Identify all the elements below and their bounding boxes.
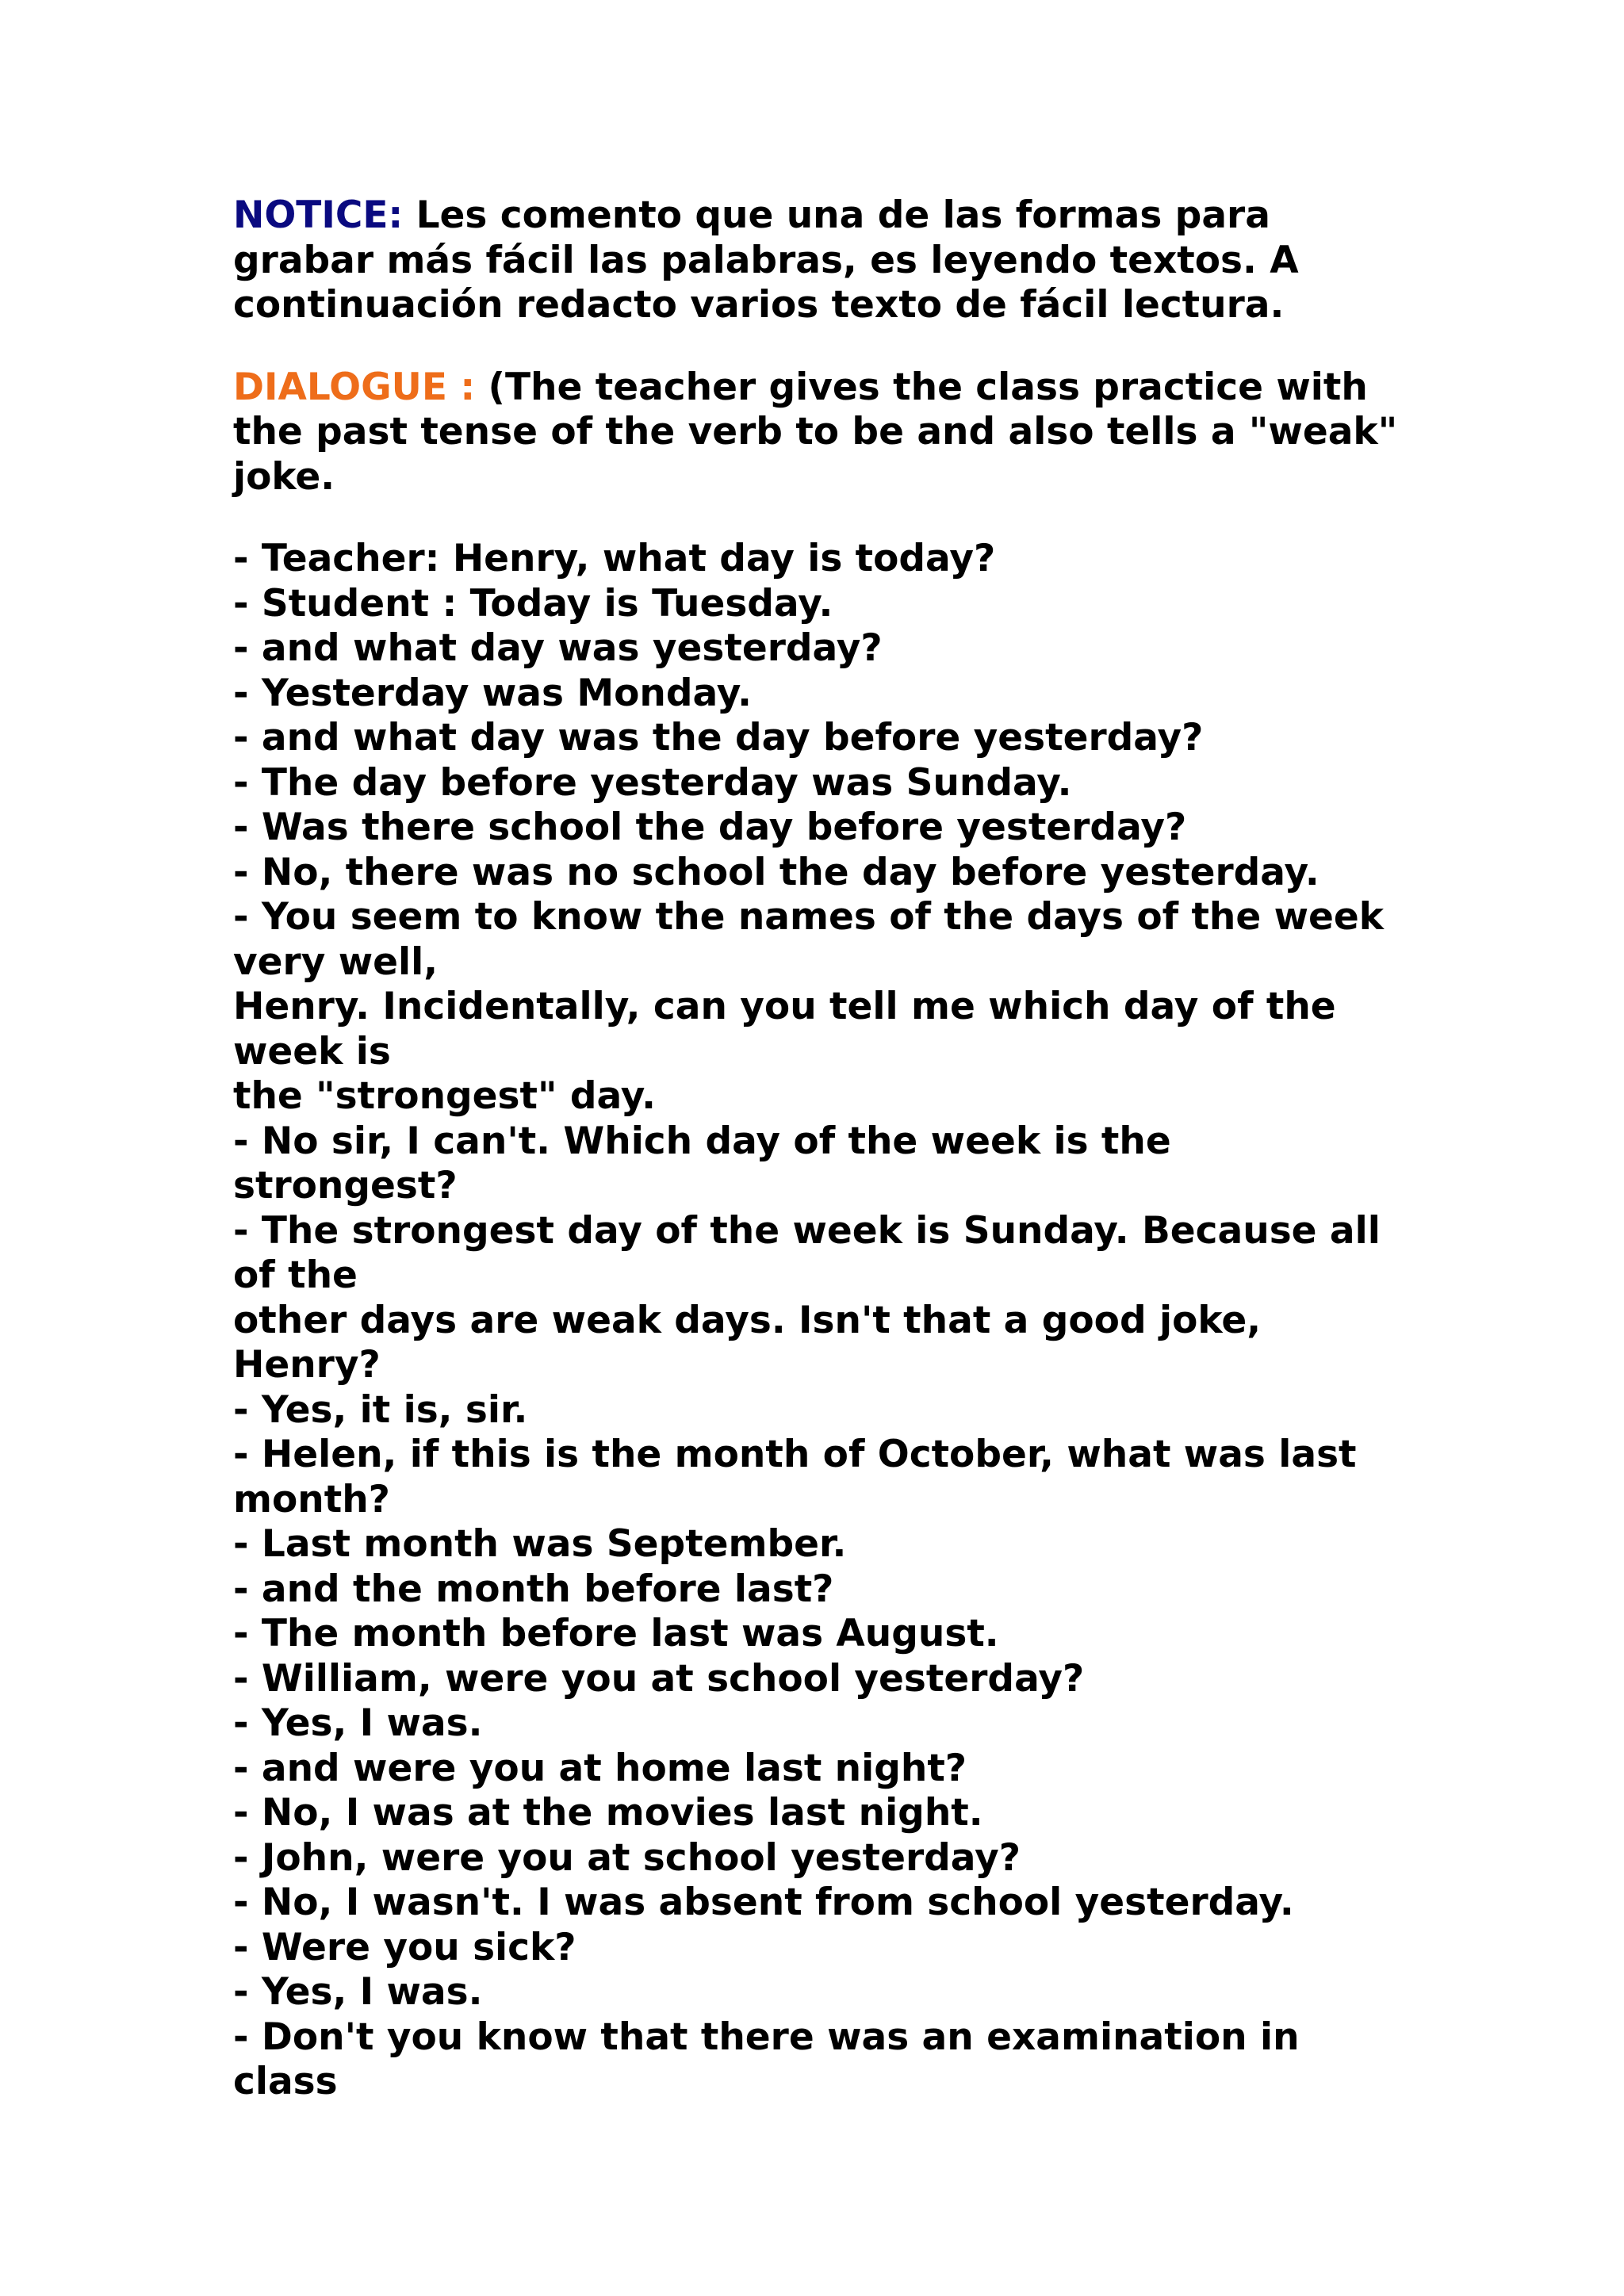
dialogue-line: the "strongest" day. <box>233 1074 656 1118</box>
dialogue-line: - Student : Today is Tuesday. <box>233 581 833 626</box>
dialogue-line: - Yes, I was. <box>233 1970 483 2014</box>
document-page <box>233 193 1407 2105</box>
dialogue-line: - Was there school the day before yesterday? <box>233 806 1187 849</box>
dialogue-line: - William, were you at school yesterday? <box>233 1656 1085 1701</box>
dialogue-line: - The strongest day of the week is Sunday. Because all of the <box>233 1208 1381 1297</box>
dialogue-line: Henry. Incidentally, can you tell me which day of the week is <box>233 985 1336 1073</box>
dialogue-line: other days are weak days. Isn't that a good joke, Henry? <box>233 1298 1262 1387</box>
dialogue-line: - John, were you at school yesterday? <box>233 1835 1021 1880</box>
dialogue-line: - Helen, if this is the month of October, what was last month? <box>233 1433 1357 1521</box>
notice-paragraph <box>233 193 1407 328</box>
dialogue-intro-paragraph <box>233 365 1407 500</box>
dialogue-line: - No, I wasn't. I was absent from school yesterday. <box>233 1881 1294 1924</box>
dialogue-line: - The month before last was August. <box>233 1612 999 1655</box>
dialogue-line: - Were you sick? <box>233 1925 576 1969</box>
notice-text: Les comento que una de las formas para grabar más fácil las palabras, es leyendo textos. A continuación redacto varios texto de fácil lectura. <box>233 193 1299 327</box>
dialogue-line: - Yesterday was Monday. <box>233 671 752 715</box>
dialogue-line: - Teacher: Henry, what day is today? <box>233 537 996 580</box>
dialogue-line: - No sir, I can't. Which day of the week is the strongest? <box>233 1119 1171 1207</box>
dialogue-line: - and the month before last? <box>233 1567 834 1611</box>
dialogue-line: - Last month was September. <box>233 1522 847 1566</box>
dialogue-label: DIALOGUE : <box>233 365 476 409</box>
dialogue-line: - and what day was the day before yesterday? <box>233 716 1204 760</box>
dialogue-line: - No, there was no school the day before yesterday. <box>233 850 1320 894</box>
dialogue-line: - Yes, I was. <box>233 1701 483 1745</box>
dialogue-intro: (The teacher gives the class practice with the past tense of the verb to be and also tells a "weak" joke. <box>233 365 1398 499</box>
notice-label: NOTICE: <box>233 193 404 237</box>
dialogue-lines <box>233 537 1407 2105</box>
dialogue-line: - No, I was at the movies last night. <box>233 1791 983 1835</box>
dialogue-line: - You seem to know the names of the days of the week very well, <box>233 895 1385 984</box>
dialogue-line: - Yes, it is, sir. <box>233 1387 528 1432</box>
dialogue-line: - and were you at home last night? <box>233 1746 967 1790</box>
dialogue-line: - Don't you know that there was an examination in class <box>233 2015 1300 2103</box>
dialogue-line: - and what day was yesterday? <box>233 626 883 670</box>
dialogue-line: - The day before yesterday was Sunday. <box>233 760 1072 805</box>
